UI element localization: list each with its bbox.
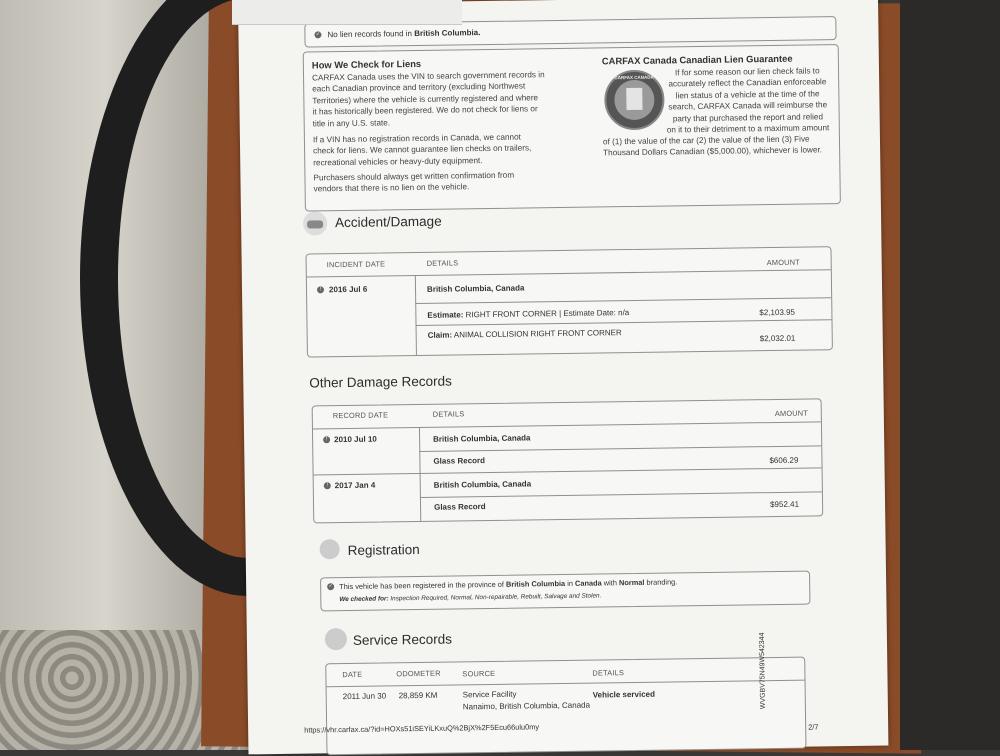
registration-box [320, 571, 810, 612]
service-icon [325, 628, 347, 650]
lien-status-province: British Columbia. [414, 28, 481, 39]
how-we-check-text: CARFAX Canada uses the VIN to search government records in each Canadian province and territory (excluding Northwest Territories) where the vehicle is currently registered and where it has historically been registered. We do not check for liens or title in any U.S. state. [312, 70, 545, 129]
service-header-details: DETAILS [592, 668, 625, 678]
check-circle-icon: ✓ [328, 583, 333, 590]
check-circle-icon: ✓ [315, 31, 321, 38]
purchaser-advice-text: Purchasers should always get written confirmation from vendors that there is no lien on the vehicle. [313, 170, 515, 194]
service-record-row: 2011 Jun 30 28,859 KM Service Facility Nanaimo, British Columbia, Canada Vehicle serviced [342, 689, 656, 712]
accident-claim: Claim: ANIMAL COLLISION RIGHT FRONT CORNER [427, 328, 622, 340]
registration-checked-for: We checked for: Inspection Required, Normal, Non-repairable, Rebuilt, Salvage and Stolen. [339, 592, 602, 604]
vin-vertical: WVGBV75N49W542344 [758, 632, 767, 710]
page-number: 2/7 [808, 722, 819, 732]
accident-header-date: INCIDENT DATE [326, 259, 386, 270]
other-header-date: RECORD DATE [332, 410, 389, 421]
footer-url[interactable]: https://vhr.carfax.ca/?id=HOXs51iSEYiLKxuQ%2BjX%2F5Ecu66ulu0my [304, 722, 540, 735]
accident-header-details: DETAILS [426, 258, 459, 268]
lien-info-box: How We Check for Liens CARFAX Canada uses the VIN to search government records in each Canadian province and territory (excluding Northwest Territories) where the vehicle is currently registered and where it has historically been registered. We do not check for liens or title in any U.S. state. If a VIN has no registration records in Canada, we cannot check for liens. We cannot guarantee lien checks on trailers, recreational vehicles or heavy-duty equipment. Purchasers should always get written confirmation from vendors that there is no lien on the vehicle. CARFAX Canada Canadian Lien Guarantee CARFAX CANADA If for some reason our lien check fails to accurately reflect the Canadian enforceable lien status of a vehicle at the time of the search, CARFAX Canada will reimburse the party that purchased the report and relied on it to their detriment to a maximum amount of (1) the value of the car (2) the value of the lien (3) Five Thousand Dollars Canadian ($5,000.00), whichever is lower. [303, 44, 841, 211]
service-records-title: Service Records [352, 631, 453, 648]
accident-date: 2016 Jul 6 [328, 284, 368, 295]
carfax-report-page [238, 0, 888, 754]
accident-header-amount: AMOUNT [766, 257, 800, 268]
accident-estimate-amount: $2,103.95 [759, 307, 796, 318]
accident-table [306, 246, 833, 357]
info-circle-icon: ! [317, 286, 324, 293]
car-interior-right [900, 0, 1000, 750]
carfax-seal-icon [604, 70, 665, 131]
how-we-check-title: How We Check for Liens [311, 57, 422, 71]
service-header-source: SOURCE [462, 668, 496, 679]
other-damage-table [312, 398, 824, 523]
accident-damage-title: Accident/Damage [334, 213, 442, 231]
underlying-page-edge [232, 0, 462, 25]
service-header-date: DATE [342, 669, 363, 680]
accident-estimate: Estimate: RIGHT FRONT CORNER | Estimate Date: n/a [427, 308, 630, 320]
info-circle-icon: ! [324, 482, 331, 489]
other-header-amount: AMOUNT [774, 408, 809, 419]
lien-status-text: No lien records found in [327, 29, 413, 40]
car-damage-icon [303, 211, 327, 235]
vin-no-records-text: If a VIN has no registration records in Canada, we cannot check for liens. We cannot guarantee lien checks on trailers, recreational vehicles or heavy-duty equipment. [312, 132, 532, 168]
service-header-odometer: ODOMETER [396, 668, 441, 679]
registration-icon [320, 539, 340, 559]
lien-guarantee-text: If for some reason our lien check fails to accurately reflect the Canadian enforceable lien status of a vehicle at the time of the search, CARFAX Canada will reimburse the party that purchased the report and relied on it to their detriment to a maximum amount [666, 66, 830, 135]
other-damage-title: Other Damage Records [309, 373, 452, 391]
accident-location: British Columbia, Canada [426, 283, 525, 294]
other-header-details: DETAILS [432, 409, 465, 419]
damage-record-row: ! 2010 Jul 10 British Columbia, Canada Glass Record $606.29 [313, 399, 821, 406]
damage-record-row: ! 2017 Jan 4 British Columbia, Canada Glass Record $952.41 [313, 399, 821, 406]
registration-text: This vehicle has been registered in the province of British Columbia in Canada with Normal branding. [339, 577, 678, 592]
info-circle-icon: ! [323, 436, 330, 443]
registration-title: Registration [347, 541, 420, 558]
accident-claim-amount: $2,032.01 [759, 333, 796, 344]
service-table [325, 657, 806, 756]
seal-text: CARFAX CANADA [614, 74, 654, 81]
lien-guarantee-title: CARFAX Canada Canadian Lien Guarantee [601, 52, 793, 67]
